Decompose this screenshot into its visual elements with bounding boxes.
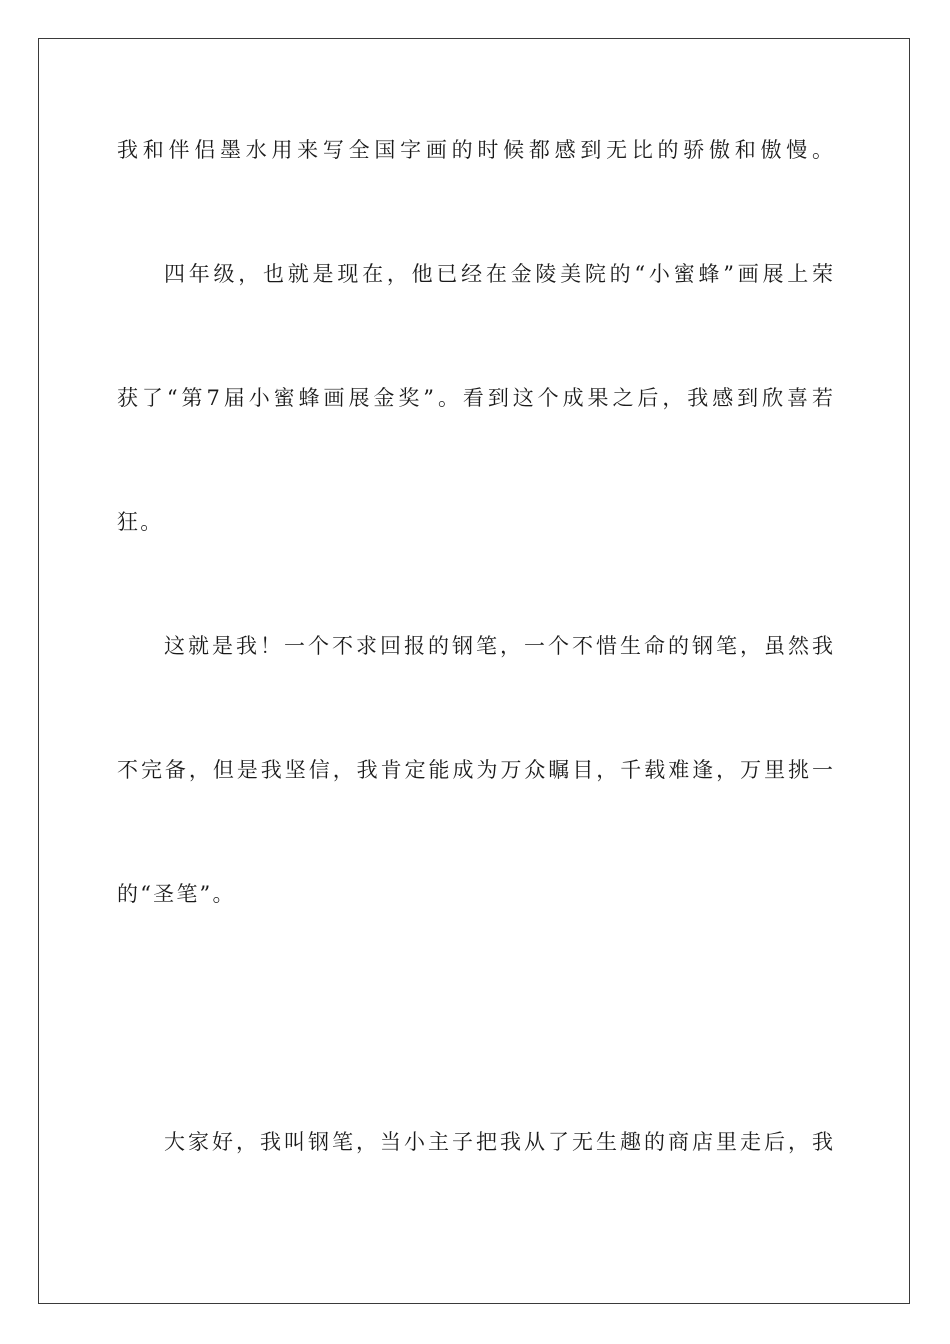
- text-line-8: 大家好，我叫钢笔，当小主子把我从了无生趣的商店里走后，我: [164, 1130, 833, 1154]
- text-line-3: 获了“第7届小蜜蜂画展金奖”。看到这个成果之后，我感到欣喜若: [117, 386, 833, 410]
- text-line-2: 四年级，也就是现在，他已经在金陵美院的“小蜜蜂”画展上荣: [164, 262, 833, 286]
- page-border: [38, 38, 910, 1304]
- text-line-7: 的“圣笔”。: [117, 882, 236, 906]
- text-line-5: 这就是我！一个不求回报的钢笔，一个不惜生命的钢笔，虽然我: [164, 634, 833, 658]
- text-line-4: 狂。: [117, 510, 164, 534]
- text-line-6: 不完备，但是我坚信，我肯定能成为万众瞩目，千载难逢，万里挑一: [117, 758, 833, 782]
- text-line-1: 我和伴侣墨水用来写全国字画的时候都感到无比的骄傲和傲慢。: [117, 138, 833, 162]
